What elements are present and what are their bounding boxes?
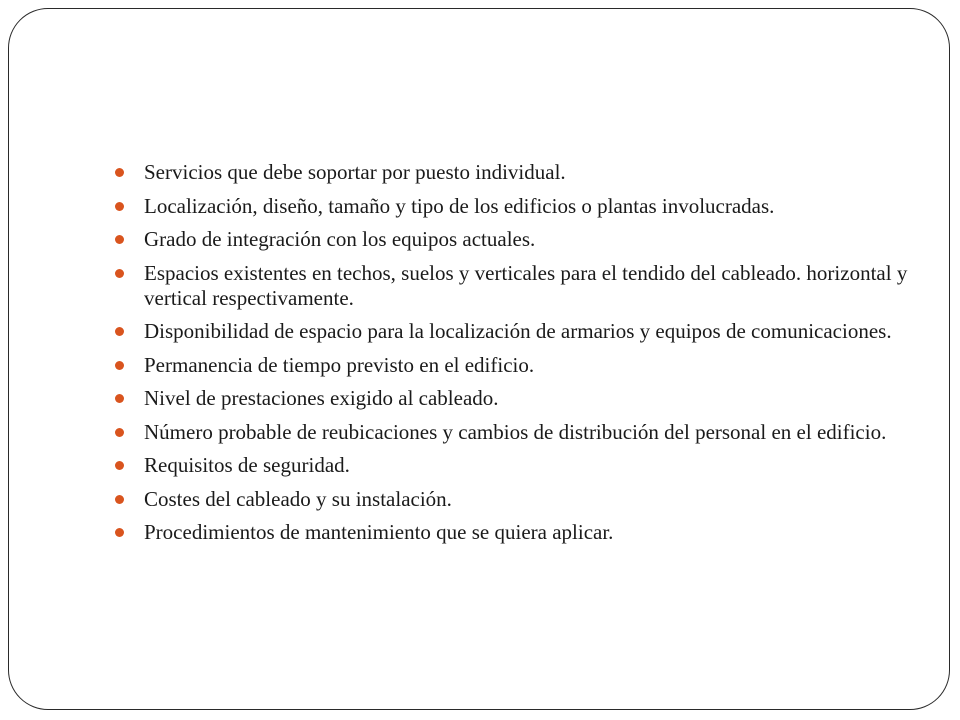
bullet-text: Requisitos de seguridad. — [144, 453, 350, 477]
bullet-text: Permanencia de tiempo previsto en el edificio. — [144, 352, 535, 377]
bullet-dot-icon — [115, 394, 124, 403]
bullet-text: Disponibilidad de espacio para la localización de armarios y equipos de comunicaciones. — [144, 319, 892, 343]
bullet-dot-icon — [115, 428, 124, 437]
bullet-dot-icon — [115, 361, 124, 370]
bullet-dot-icon — [115, 269, 124, 278]
bullet-dot-icon — [115, 327, 124, 336]
bullet-item — [115, 453, 915, 478]
bullet-item — [115, 319, 915, 344]
bullet-dot-icon — [115, 235, 124, 244]
bullet-text: Costes del cableado y su instalación. — [144, 486, 452, 511]
bullet-item — [115, 420, 915, 445]
bullet-text: Número probable de reubicaciones y cambios de distribución del personal en el edificio. — [144, 419, 887, 444]
bullet-dot-icon — [115, 461, 124, 470]
bullet-dot-icon — [115, 528, 124, 537]
bullet-dot-icon — [115, 495, 124, 504]
bullet-item — [115, 194, 915, 219]
bullet-item — [115, 261, 915, 311]
bullet-item — [115, 227, 915, 252]
bullet-item — [115, 520, 915, 545]
bullet-item — [115, 386, 915, 411]
bullet-text: Procedimientos de mantenimiento que se quiera aplicar. — [144, 520, 614, 544]
bullet-list — [115, 160, 915, 554]
bullet-text: Espacios existentes en techos, suelos y verticales para el tendido del cableado. horizontal y vertical respectivamente. — [144, 260, 908, 310]
bullet-text: Nivel de prestaciones exigido al cableado. — [144, 386, 499, 410]
bullet-text: Servicios que debe soportar por puesto individual. — [144, 160, 566, 184]
bullet-item — [115, 487, 915, 512]
bullet-item — [115, 160, 915, 185]
bullet-dot-icon — [115, 168, 124, 177]
bullet-text: Localización, diseño, tamaño y tipo de los edificios o plantas involucradas. — [144, 193, 775, 218]
bullet-item — [115, 353, 915, 378]
bullet-dot-icon — [115, 202, 124, 211]
bullet-text: Grado de integración con los equipos actuales. — [144, 227, 536, 251]
slide-frame — [8, 8, 950, 710]
